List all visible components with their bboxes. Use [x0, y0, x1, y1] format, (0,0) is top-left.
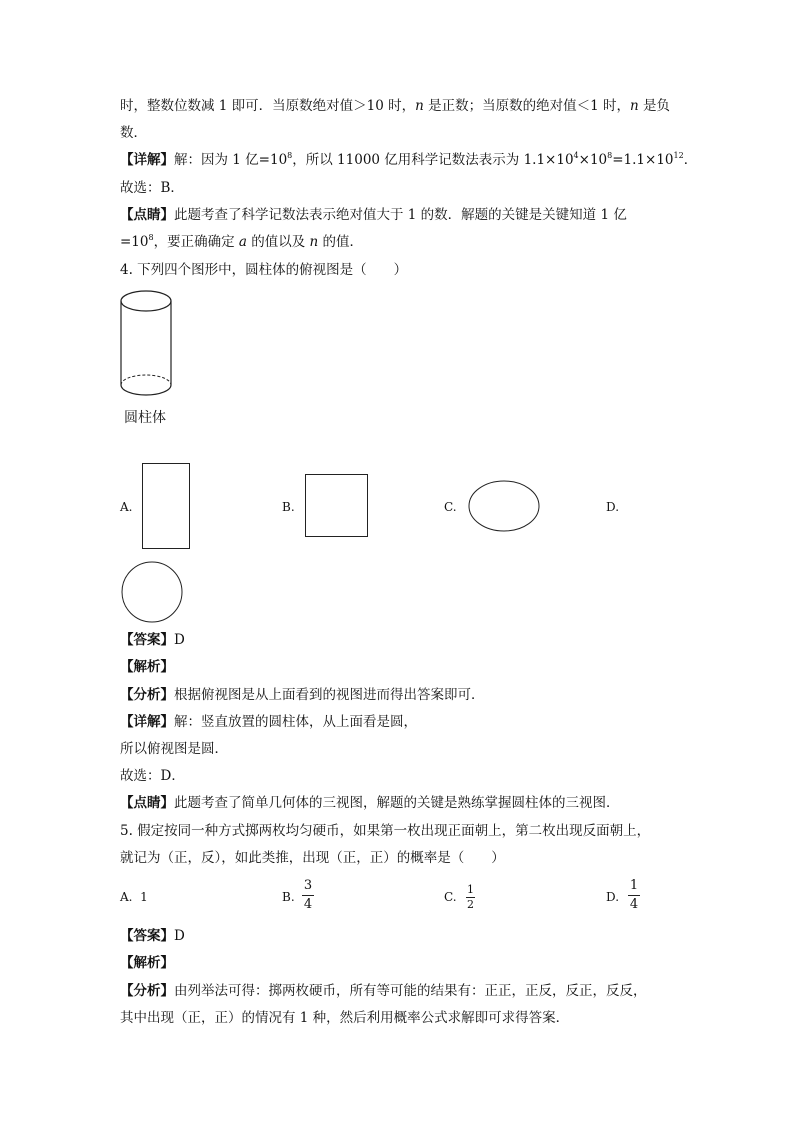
- option-c-ellipse: [468, 480, 540, 532]
- text: 此题考查了简单几何体的三视图，解题的关键是熟练掌握圆柱体的三视图．: [174, 795, 620, 811]
- q4-xiangjie-2: 所以俯视图是圆．: [120, 741, 228, 757]
- text: 由列举法可得：掷两枚硬币，所有等可能的结果有：正正，正反，反正，反反，: [174, 983, 647, 999]
- numerator: 3: [303, 878, 313, 893]
- explanation-line-2: 数．: [120, 125, 147, 141]
- question-4-stem: 4. 下列四个图形中，圆柱体的俯视图是（ ）: [120, 262, 408, 278]
- detail-line: [120, 150, 697, 170]
- text: ×10: [578, 152, 608, 168]
- q5-option-b-fraction: [302, 878, 314, 913]
- text: 是正数；当原数的绝对值＜1 时，: [423, 98, 631, 114]
- option-b-square: [305, 474, 368, 537]
- explanation-line-1: [120, 96, 670, 116]
- text: ．: [683, 152, 698, 168]
- dianjing-tag: 【点睛】: [120, 795, 174, 811]
- q4-xiangjie: [120, 712, 417, 732]
- option-value: 1: [140, 890, 148, 904]
- text: 解：因为 1 亿=10: [174, 152, 288, 168]
- exponent: 8: [148, 233, 154, 242]
- fenxi-tag: 【分析】: [120, 687, 174, 703]
- option-a-label: A.: [120, 500, 133, 514]
- question-5-stem-1: 5. 假定按同一种方式掷两枚均匀硬币，如果第一枚出现正面朝上，第二枚出现反面朝上，: [120, 823, 651, 839]
- answer-value: D: [174, 632, 185, 648]
- var-a: a: [238, 234, 247, 250]
- text: 此题考查了科学记数法表示绝对值大于 1 的数．解题的关键是关键知道 1 亿: [174, 207, 627, 223]
- q5-fenxi: [120, 981, 647, 1001]
- text: =1.1×10: [612, 152, 674, 168]
- q5-answer: [120, 926, 185, 946]
- q4-fenxi: [120, 685, 485, 705]
- q5-option-b-label: B.: [282, 890, 295, 904]
- cylinder-caption: 圆柱体: [124, 410, 166, 426]
- answer-value: D: [174, 928, 185, 944]
- detail-tag: 【详解】: [120, 152, 174, 168]
- cylinder-figure: [118, 288, 176, 408]
- fenxi-tag: 【分析】: [120, 983, 174, 999]
- q5-option-d-fraction: [628, 878, 640, 913]
- option-d-label: D.: [606, 500, 620, 514]
- option-a-rectangle: [142, 463, 190, 549]
- text: =10: [120, 234, 149, 250]
- option-d-circle: [121, 561, 183, 623]
- text: ，所以 11000 亿用科学记数法表示为 1.1×10: [292, 152, 574, 168]
- var-n: n: [630, 98, 639, 114]
- denominator: 4: [629, 897, 639, 912]
- exponent: 12: [673, 151, 684, 160]
- question-5-stem-2: 就记为（正，反），如此类推，出现（正，正）的概率是（ ）: [120, 850, 505, 866]
- q5-option-c-label: C.: [444, 890, 457, 904]
- text: ，要正确确定: [153, 234, 239, 250]
- var-n: n: [309, 234, 319, 250]
- text: 时，整数位数减 1 即可．当原数绝对值＞10 时，: [120, 98, 416, 114]
- text: 是负: [638, 98, 671, 114]
- numerator: 1: [467, 883, 474, 896]
- q5-fenxi-2: 其中出现（正，正）的情况有 1 种，然后利用概率公式求解即可求得答案．: [120, 1010, 570, 1026]
- option-b-label: B.: [282, 500, 295, 514]
- exponent: 4: [573, 151, 579, 160]
- answer-tag: 【答案】: [120, 632, 174, 648]
- q5-option-d-label: D.: [606, 890, 620, 904]
- numerator: 1: [629, 878, 639, 893]
- denominator: 4: [303, 897, 313, 912]
- q5-option-c-fraction: [466, 884, 475, 911]
- choice-line: 故选：B．: [120, 180, 184, 196]
- comment-line-2: [120, 232, 363, 252]
- comment-tag: 【点睛】: [120, 207, 174, 223]
- var-n: n: [415, 98, 424, 114]
- text: 的值以及: [246, 234, 310, 250]
- q5-option-a: [120, 889, 148, 905]
- text: 解：竖直放置的圆柱体，从上面看是圆，: [174, 714, 417, 730]
- q4-answer: [120, 630, 185, 650]
- answer-tag: 【答案】: [120, 928, 174, 944]
- q4-dianjing: [120, 793, 620, 813]
- xiangjie-tag: 【详解】: [120, 714, 174, 730]
- q4-choice: 故选：D．: [120, 768, 185, 784]
- text: 根据俯视图是从上面看到的视图进而得出答案即可．: [174, 687, 485, 703]
- option-c-label: C.: [444, 500, 457, 514]
- q5-analysis-tag: 【解析】: [120, 955, 174, 971]
- comment-line: [120, 205, 627, 225]
- exponent: 8: [287, 151, 293, 160]
- option-label: A.: [120, 890, 133, 904]
- exponent: 8: [607, 151, 613, 160]
- q4-analysis-tag: 【解析】: [120, 659, 174, 675]
- denominator: 2: [467, 898, 474, 911]
- text: 的值．: [318, 234, 364, 250]
